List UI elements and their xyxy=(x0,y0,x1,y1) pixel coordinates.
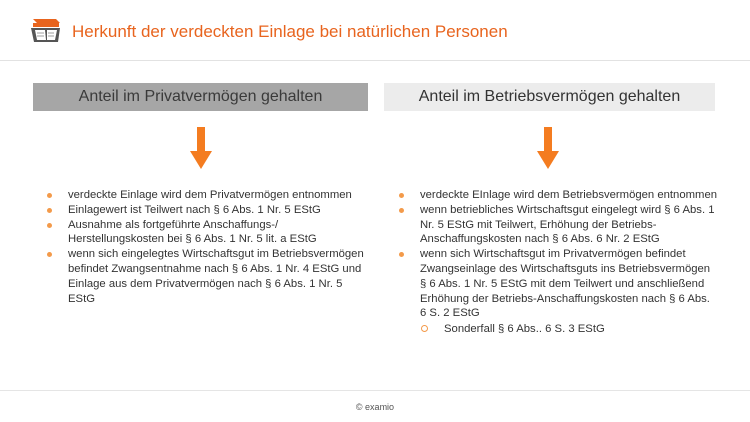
sub-list xyxy=(420,322,717,337)
list-item: Einlagewert ist Teilwert nach § 6 Abs. 1 Nr. 5 EStG xyxy=(45,203,365,218)
book-logo-icon xyxy=(30,18,62,44)
bullet-icon xyxy=(399,208,404,213)
column-header-betriebsvermoegen: Anteil im Betriebsvermögen gehalten xyxy=(384,83,715,111)
circle-bullet-icon xyxy=(421,325,428,332)
arrow-down-icon xyxy=(190,127,212,169)
list-item: Ausnahme als fortgeführte Anschaffungs-/ Herstellungskosten bei § 6 Abs. 1 Nr. 5 lit. a EStG xyxy=(45,218,365,248)
arrow-down-icon xyxy=(537,127,559,169)
list-item: wenn betriebliches Wirtschaftsgut eingelegt wird § 6 Abs. 1 Nr. 5 EStG mit Teilwert, Erhöhung der Betriebs-Anschaffungskosten nach § 6 Abs. 6 Nr. 2 EStG xyxy=(397,203,717,247)
betriebsvermoegen-list xyxy=(397,188,717,337)
list-item: verdeckte Einlage wird dem Privatvermögen entnommen xyxy=(45,188,365,203)
bullet-icon xyxy=(47,208,52,213)
bullet-icon xyxy=(47,223,52,228)
list-item: wenn sich Wirtschaftsgut im Privatvermögen befindet Zwangseinlage des Wirtschaftsguts ins Betriebsvermögen § 6 Abs. 1 Nr. 5 EStG mit dem Teilwert und anschließend Erhöhung der Betriebs-Anschaffungskosten nach § 6 Abs. 6 S. 2 EStG Sonderfall § 6 Abs.. 6 S. 3 EStG xyxy=(397,247,717,337)
sub-list-item: Sonderfall § 6 Abs.. 6 S. 3 EStG xyxy=(420,322,717,337)
footer-copyright: © examio xyxy=(355,402,395,412)
header-bar xyxy=(0,0,750,61)
footer-divider xyxy=(0,390,750,391)
page-title: Herkunft der verdeckten Einlage bei natürlichen Personen xyxy=(72,22,508,41)
bullet-icon xyxy=(399,193,404,198)
privatvermoegen-list xyxy=(45,188,365,306)
column-header-privatvermoegen: Anteil im Privatvermögen gehalten xyxy=(33,83,368,111)
bullet-icon xyxy=(47,252,52,257)
list-item: wenn sich eingelegtes Wirtschaftsgut im Betriebsvermögen befindet Zwangsentnahme nach § 6 Abs. 1 Nr. 4 EStG und Einlage aus dem Privatvermögen nach § 6 Abs. 1 Nr. 5 EStG xyxy=(45,247,365,306)
bullet-icon xyxy=(399,252,404,257)
list-item: verdeckte EInlage wird dem Betriebsvermögen entnommen xyxy=(397,188,717,203)
bullet-icon xyxy=(47,193,52,198)
